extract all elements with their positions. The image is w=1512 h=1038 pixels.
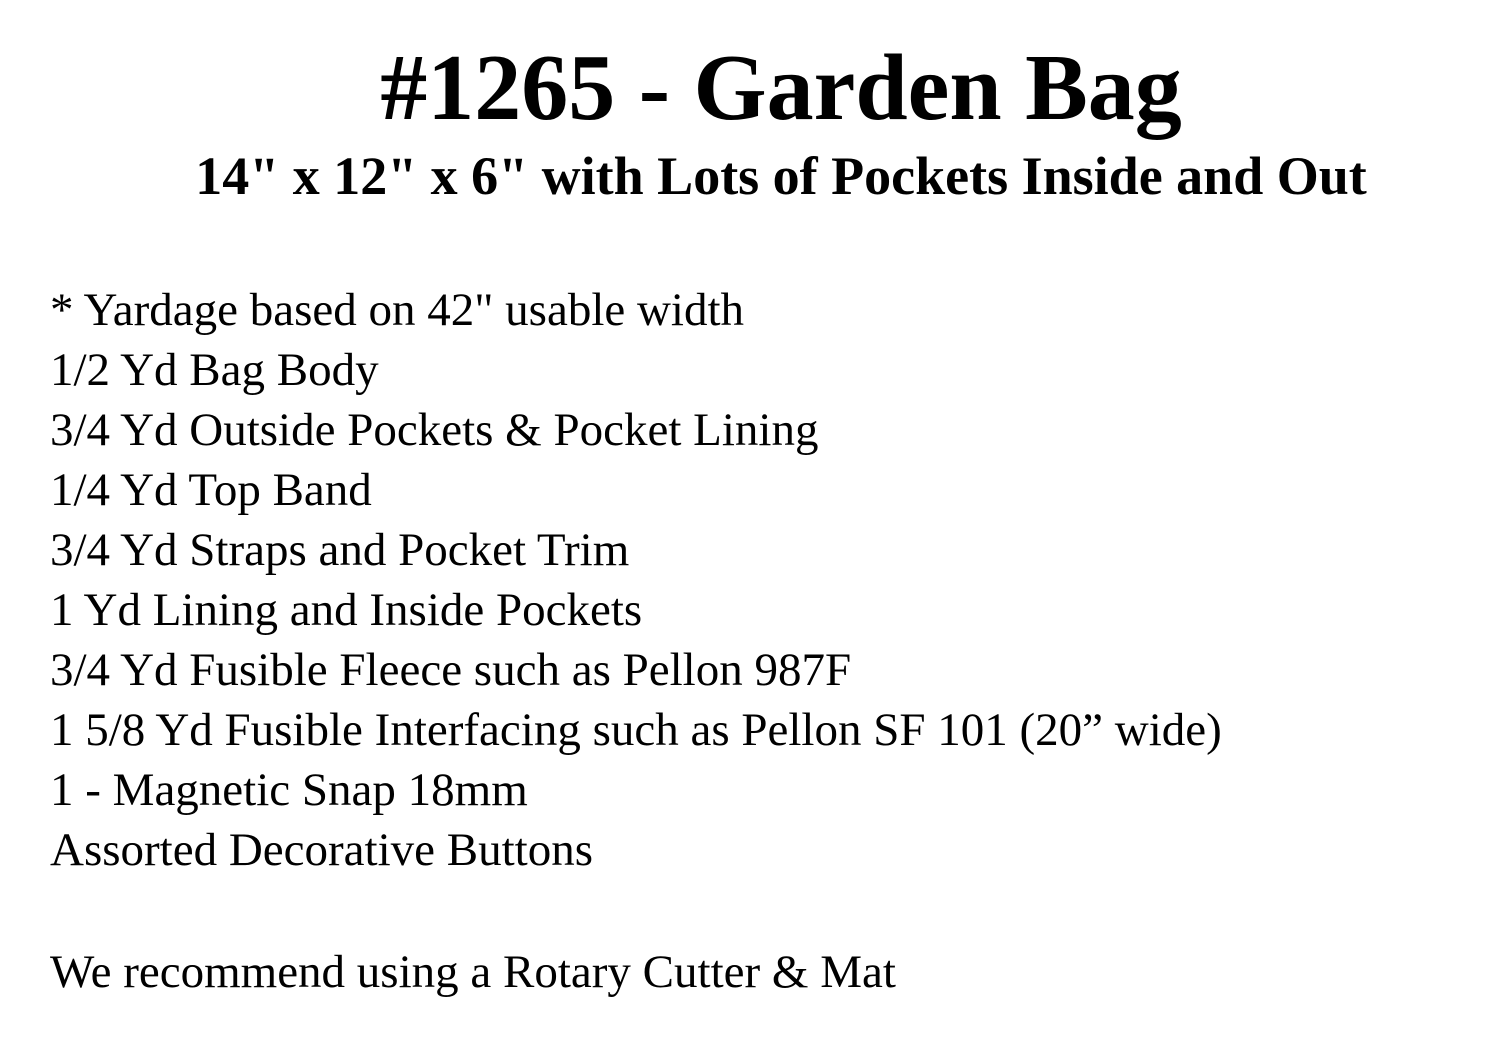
- materials-list: [50, 280, 1512, 880]
- page-subtitle: 14" x 12" x 6" with Lots of Pockets Inside and Out: [195, 146, 1367, 206]
- recommendation-note: We recommend using a Rotary Cutter & Mat: [50, 946, 896, 998]
- material-item: 1 Yd Lining and Inside Pockets: [50, 584, 643, 636]
- material-item: 1/4 Yd Top Band: [50, 464, 372, 516]
- material-item: 1 - Magnetic Snap 18mm: [50, 764, 528, 816]
- material-item: 1/2 Yd Bag Body: [50, 344, 379, 396]
- material-item: 3/4 Yd Fusible Fleece such as Pellon 987F: [50, 644, 852, 696]
- material-item: Assorted Decorative Buttons: [50, 824, 594, 876]
- material-item: * Yardage based on 42" usable width: [50, 284, 745, 336]
- material-item: 3/4 Yd Outside Pockets & Pocket Lining: [50, 404, 819, 456]
- material-item: 1 5/8 Yd Fusible Interfacing such as Pellon SF 101 (20” wide): [50, 704, 1222, 756]
- material-item: 3/4 Yd Straps and Pocket Trim: [50, 524, 630, 576]
- page-title: #1265 - Garden Bag: [380, 36, 1182, 140]
